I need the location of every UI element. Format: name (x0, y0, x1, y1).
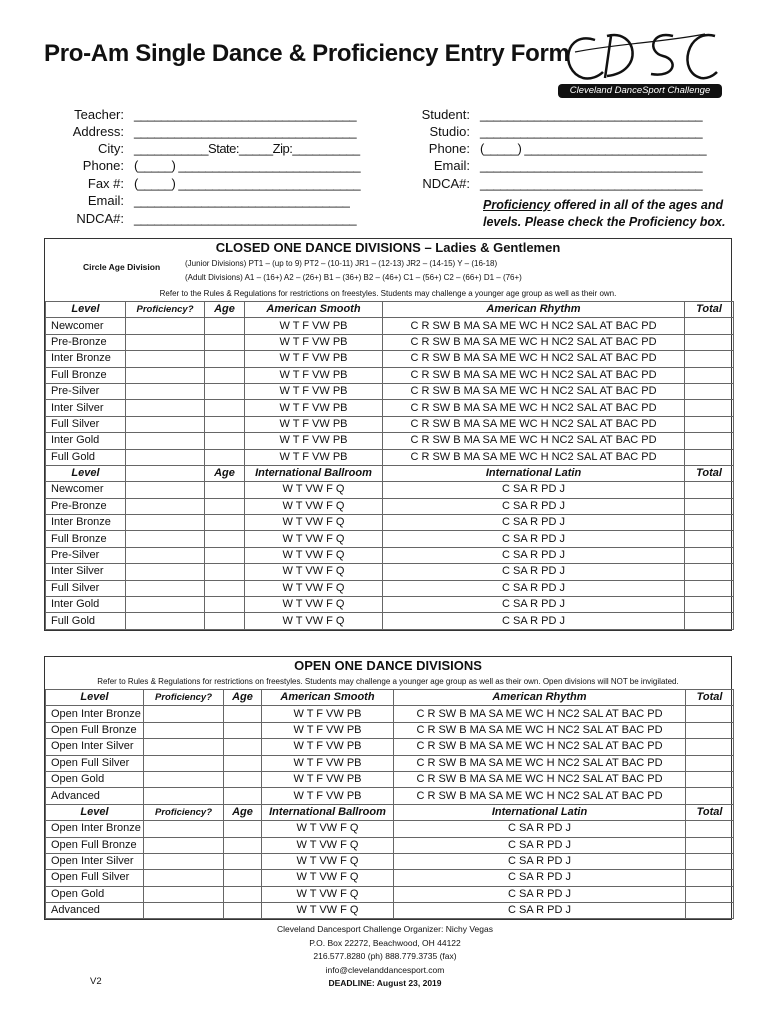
field-line[interactable]: _________________________________ (480, 107, 703, 122)
total-cell[interactable] (686, 870, 734, 886)
total-cell[interactable] (685, 318, 734, 334)
ballroom-dances-cell[interactable]: W T VW F Q (262, 870, 394, 886)
proficiency-checkbox[interactable] (126, 547, 205, 563)
field-label: Teacher: (74, 107, 124, 122)
level-cell: Inter Gold (46, 433, 126, 449)
ballroom-dances-cell[interactable]: W T VW F Q (245, 613, 383, 629)
smooth-dances-cell[interactable]: W T F VW PB (262, 722, 394, 738)
table-row (46, 498, 734, 514)
cdsc-logo (555, 22, 725, 100)
total-cell[interactable] (685, 351, 734, 367)
proficiency-checkbox[interactable] (126, 367, 205, 383)
field-label: Address: (72, 124, 124, 139)
closed-section-title: CLOSED ONE DANCE DIVISIONS – Ladies & Gentlemen (215, 240, 561, 255)
latin-dances-cell[interactable]: C SA R PD J (383, 597, 685, 613)
age-header: Age (224, 690, 262, 706)
level-cell: Inter Bronze (46, 515, 126, 531)
total-cell[interactable] (685, 531, 734, 547)
field-label: NDCA#: (76, 211, 124, 226)
level-header: Level (46, 804, 144, 820)
american-rhythm-header: American Rhythm (383, 302, 685, 318)
smooth-dances-cell[interactable]: W T F VW PB (245, 400, 383, 416)
proficiency-checkbox[interactable] (126, 334, 205, 350)
version-label: V2 (90, 976, 102, 987)
latin-dances-cell[interactable]: C SA R PD J (394, 821, 686, 837)
smooth-dances-cell[interactable]: W T F VW PB (245, 367, 383, 383)
proficiency-checkbox[interactable] (126, 383, 205, 399)
level-cell: Open Inter Silver (46, 739, 144, 755)
table-row (46, 531, 734, 547)
proficiency-checkbox[interactable] (144, 788, 224, 804)
american-smooth-header: American Smooth (262, 690, 394, 706)
proficiency-note (483, 197, 733, 231)
closed-grid (45, 301, 734, 630)
age-header: Age (224, 804, 262, 820)
smooth-dances-cell[interactable]: W T F VW PB (262, 706, 394, 722)
total-cell[interactable] (685, 367, 734, 383)
table-row (46, 383, 734, 399)
table-row (46, 853, 734, 869)
age-cell[interactable] (205, 351, 245, 367)
age-cell[interactable] (205, 367, 245, 383)
level-cell: Open Gold (46, 886, 144, 902)
open-section-title: OPEN ONE DANCE DIVISIONS (294, 658, 482, 673)
total-cell[interactable] (686, 739, 734, 755)
age-cell[interactable] (205, 613, 245, 629)
proficiency-checkbox[interactable] (126, 318, 205, 334)
proficiency-checkbox[interactable] (144, 837, 224, 853)
latin-dances-cell[interactable]: C SA R PD J (383, 482, 685, 498)
latin-dances-cell[interactable]: C SA R PD J (394, 886, 686, 902)
circle-age-label: Circle Age Division (83, 262, 161, 272)
age-cell[interactable] (205, 515, 245, 531)
level-cell: Open Gold (46, 771, 144, 787)
american-header-row (46, 302, 734, 318)
international-header-row (46, 465, 734, 481)
field-line[interactable]: _________________________________ (480, 158, 703, 173)
total-cell[interactable] (686, 821, 734, 837)
total-cell[interactable] (686, 886, 734, 902)
smooth-dances-cell[interactable]: W T F VW PB (262, 788, 394, 804)
total-cell[interactable] (685, 597, 734, 613)
ballroom-dances-cell[interactable]: W T VW F Q (245, 482, 383, 498)
age-cell[interactable] (205, 580, 245, 596)
table-row (46, 755, 734, 771)
total-cell[interactable] (685, 433, 734, 449)
table-row (46, 903, 734, 919)
level-cell: Full Bronze (46, 531, 126, 547)
international-header-row (46, 804, 734, 820)
adult-divisions[interactable]: (Adult Divisions) A1 – (16+) A2 – (26+) B1 – (36+) B2 – (46+) C1 – (56+) C2 – (66+) D1 – (76+) (185, 273, 522, 282)
table-row (46, 706, 734, 722)
field-label: Studio: (429, 124, 470, 139)
table-row (46, 821, 734, 837)
level-cell: Open Inter Silver (46, 853, 144, 869)
open-rules-note: Refer to Rules & Regulations for restrictions on freestyles. Students may challenge a younger age group as well as their own. Open divisions will NOT be invigilated. (97, 677, 679, 686)
american-smooth-header: American Smooth (245, 302, 383, 318)
student-field[interactable] (0, 106, 702, 124)
proficiency-checkbox[interactable] (126, 564, 205, 580)
smooth-dances-cell[interactable]: W T F VW PB (245, 351, 383, 367)
field-label: NDCA#: (422, 176, 470, 191)
proficiency-checkbox[interactable] (126, 597, 205, 613)
latin-dances-cell[interactable]: C SA R PD J (383, 515, 685, 531)
teacher-email-field[interactable] (0, 192, 349, 210)
footer (0, 923, 770, 991)
latin-dances-cell[interactable]: C SA R PD J (394, 853, 686, 869)
table-row (46, 722, 734, 738)
closed-rules-note: Refer to the Rules & Regulations for restrictions on freestyles. Students may challenge a younger age group as well as their own. (159, 289, 617, 298)
proficiency-checkbox[interactable] (144, 903, 224, 919)
age-cell[interactable] (205, 597, 245, 613)
field-line[interactable]: ___________State:_____Zip:__________ (134, 141, 360, 156)
table-row (46, 771, 734, 787)
ballroom-dances-cell[interactable]: W T VW F Q (245, 547, 383, 563)
footer-email: info@clevelanddancesport.com (325, 964, 445, 975)
table-row (46, 837, 734, 853)
total-cell[interactable] (685, 580, 734, 596)
field-line[interactable]: (_____) ___________________________ (480, 141, 707, 156)
level-header: Level (46, 690, 144, 706)
rhythm-dances-cell[interactable]: C R SW B MA SA ME WC H NC2 SAL AT BAC PD (394, 788, 686, 804)
age-header: Age (205, 302, 245, 318)
proficiency-checkbox[interactable] (144, 739, 224, 755)
age-cell[interactable] (224, 722, 262, 738)
rhythm-dances-cell[interactable]: C R SW B MA SA ME WC H NC2 SAL AT BAC PD (394, 722, 686, 738)
age-cell[interactable] (205, 498, 245, 514)
total-cell[interactable] (685, 416, 734, 432)
age-cell[interactable] (224, 771, 262, 787)
level-cell: Full Gold (46, 613, 126, 629)
latin-dances-cell[interactable]: C SA R PD J (383, 547, 685, 563)
international-latin-header: International Latin (394, 804, 686, 820)
proficiency-checkbox[interactable] (126, 515, 205, 531)
ballroom-dances-cell[interactable]: W T VW F Q (262, 903, 394, 919)
level-cell: Pre-Bronze (46, 334, 126, 350)
table-row (46, 482, 734, 498)
table-row (46, 449, 734, 465)
age-cell[interactable] (205, 547, 245, 563)
level-header: Level (46, 465, 126, 481)
ballroom-dances-cell[interactable]: W T VW F Q (245, 597, 383, 613)
ballroom-dances-cell[interactable]: W T VW F Q (245, 564, 383, 580)
level-cell: Newcomer (46, 482, 126, 498)
proficiency-checkbox[interactable] (144, 722, 224, 738)
table-row (46, 886, 734, 902)
age-cell[interactable] (205, 564, 245, 580)
total-cell[interactable] (686, 755, 734, 771)
total-cell[interactable] (685, 400, 734, 416)
proficiency-header: Proficiency? (144, 690, 224, 706)
student-ndca-field[interactable] (0, 175, 702, 193)
latin-dances-cell[interactable]: C SA R PD J (383, 580, 685, 596)
proficiency-checkbox[interactable] (126, 531, 205, 547)
table-row (46, 416, 734, 432)
total-cell[interactable] (686, 722, 734, 738)
total-cell[interactable] (685, 613, 734, 629)
age-division-row (45, 257, 731, 287)
studio-field[interactable] (0, 123, 702, 141)
table-row (46, 433, 734, 449)
international-ballroom-header: International Ballroom (245, 465, 383, 481)
smooth-dances-cell[interactable]: W T F VW PB (245, 318, 383, 334)
open-divisions-section (44, 656, 732, 920)
table-row (46, 367, 734, 383)
age-cell[interactable] (205, 383, 245, 399)
smooth-dances-cell[interactable]: W T F VW PB (245, 416, 383, 432)
table-row (46, 547, 734, 563)
smooth-dances-cell[interactable]: W T F VW PB (245, 383, 383, 399)
level-cell: Pre-Bronze (46, 498, 126, 514)
age-cell[interactable] (224, 837, 262, 853)
age-cell[interactable] (224, 853, 262, 869)
footer-deadline: DEADLINE: August 23, 2019 (328, 978, 442, 988)
rhythm-dances-cell[interactable]: C R SW B MA SA ME WC H NC2 SAL AT BAC PD (383, 367, 685, 383)
total-cell[interactable] (686, 837, 734, 853)
total-header: Total (685, 465, 734, 481)
rhythm-dances-cell[interactable]: C R SW B MA SA ME WC H NC2 SAL AT BAC PD (394, 739, 686, 755)
age-cell[interactable] (224, 903, 262, 919)
rhythm-dances-cell[interactable]: C R SW B MA SA ME WC H NC2 SAL AT BAC PD (383, 400, 685, 416)
age-header: Age (205, 465, 245, 481)
total-cell[interactable] (686, 706, 734, 722)
ballroom-dances-cell[interactable]: W T VW F Q (262, 853, 394, 869)
level-cell: Open Full Silver (46, 870, 144, 886)
field-label: Phone: (82, 158, 124, 173)
level-cell: Open Full Bronze (46, 837, 144, 853)
table-row (46, 739, 734, 755)
american-header-row (46, 690, 734, 706)
level-cell: Inter Bronze (46, 351, 126, 367)
table-row (46, 564, 734, 580)
age-cell[interactable] (205, 334, 245, 350)
table-row (46, 351, 734, 367)
level-cell: Pre-Silver (46, 547, 126, 563)
proficiency-checkbox[interactable] (144, 755, 224, 771)
rhythm-dances-cell[interactable]: C R SW B MA SA ME WC H NC2 SAL AT BAC PD (383, 383, 685, 399)
table-row (46, 318, 734, 334)
latin-dances-cell[interactable]: C SA R PD J (383, 613, 685, 629)
smooth-dances-cell[interactable]: W T F VW PB (245, 334, 383, 350)
student-email-field[interactable] (0, 157, 702, 175)
total-cell[interactable] (686, 853, 734, 869)
student-phone-field[interactable] (0, 140, 706, 158)
open-grid (45, 689, 734, 919)
rhythm-dances-cell[interactable]: C R SW B MA SA ME WC H NC2 SAL AT BAC PD (394, 706, 686, 722)
total-cell[interactable] (685, 498, 734, 514)
proficiency-checkbox[interactable] (126, 580, 205, 596)
field-label: Phone: (428, 141, 470, 156)
proficiency-checkbox[interactable] (126, 400, 205, 416)
level-cell: Inter Silver (46, 400, 126, 416)
total-cell[interactable] (686, 903, 734, 919)
proficiency-checkbox[interactable] (126, 351, 205, 367)
total-cell[interactable] (685, 383, 734, 399)
rhythm-dances-cell[interactable]: C R SW B MA SA ME WC H NC2 SAL AT BAC PD (394, 755, 686, 771)
table-row (46, 870, 734, 886)
latin-dances-cell[interactable]: C SA R PD J (394, 903, 686, 919)
table-row (46, 580, 734, 596)
age-cell[interactable] (224, 788, 262, 804)
field-line[interactable]: _________________________________ (480, 124, 703, 139)
level-cell: Open Full Bronze (46, 722, 144, 738)
rhythm-dances-cell[interactable]: C R SW B MA SA ME WC H NC2 SAL AT BAC PD (383, 334, 685, 350)
level-cell: Newcomer (46, 318, 126, 334)
age-cell[interactable] (205, 318, 245, 334)
proficiency-note-underlined: Proficiency (483, 198, 551, 212)
field-line[interactable]: ________________________________ (134, 193, 350, 208)
ballroom-dances-cell[interactable]: W T VW F Q (262, 821, 394, 837)
field-line[interactable]: _________________________________ (134, 107, 357, 122)
proficiency-header: Proficiency? (126, 302, 205, 318)
level-cell: Open Inter Bronze (46, 821, 144, 837)
rhythm-dances-cell[interactable]: C R SW B MA SA ME WC H NC2 SAL AT BAC PD (383, 318, 685, 334)
proficiency-checkbox[interactable] (126, 498, 205, 514)
age-cell[interactable] (224, 870, 262, 886)
age-cell[interactable] (224, 706, 262, 722)
field-line[interactable]: _________________________________ (134, 124, 357, 139)
field-label: Email: (87, 193, 124, 208)
table-row (46, 613, 734, 629)
age-cell[interactable] (205, 482, 245, 498)
total-cell[interactable] (686, 788, 734, 804)
proficiency-checkbox[interactable] (126, 416, 205, 432)
closed-divisions-section (44, 238, 732, 631)
international-latin-header: International Latin (383, 465, 685, 481)
level-cell: Full Gold (46, 449, 126, 465)
total-cell[interactable] (685, 547, 734, 563)
level-cell: Open Inter Bronze (46, 706, 144, 722)
proficiency-checkbox[interactable] (144, 870, 224, 886)
level-cell: Advanced (46, 903, 144, 919)
level-cell: Advanced (46, 788, 144, 804)
level-cell: Pre-Silver (46, 383, 126, 399)
ballroom-dances-cell[interactable]: W T VW F Q (245, 498, 383, 514)
age-cell[interactable] (224, 755, 262, 771)
total-header: Total (686, 690, 734, 706)
age-cell[interactable] (205, 449, 245, 465)
age-cell[interactable] (205, 416, 245, 432)
age-cell[interactable] (205, 400, 245, 416)
level-cell: Inter Gold (46, 597, 126, 613)
rhythm-dances-cell[interactable]: C R SW B MA SA ME WC H NC2 SAL AT BAC PD (383, 416, 685, 432)
footer-address: P.O. Box 22272, Beachwood, OH 44122 (309, 937, 461, 948)
table-row (46, 515, 734, 531)
rhythm-dances-cell[interactable]: C R SW B MA SA ME WC H NC2 SAL AT BAC PD (383, 351, 685, 367)
total-cell[interactable] (685, 449, 734, 465)
field-label: City: (98, 141, 124, 156)
proficiency-checkbox[interactable] (126, 449, 205, 465)
age-cell[interactable] (205, 433, 245, 449)
proficiency-checkbox[interactable] (126, 433, 205, 449)
field-label: Student: (421, 107, 470, 122)
international-ballroom-header: International Ballroom (262, 804, 394, 820)
latin-dances-cell[interactable]: C SA R PD J (383, 564, 685, 580)
rhythm-dances-cell[interactable]: C R SW B MA SA ME WC H NC2 SAL AT BAC PD (383, 449, 685, 465)
footer-phone: 216.577.8280 (ph) 888.779.3735 (fax) (313, 951, 457, 961)
proficiency-checkbox[interactable] (144, 821, 224, 837)
table-row (46, 597, 734, 613)
total-cell[interactable] (685, 482, 734, 498)
proficiency-checkbox[interactable] (126, 482, 205, 498)
total-header: Total (685, 302, 734, 318)
ballroom-dances-cell[interactable]: W T VW F Q (245, 531, 383, 547)
page-title: Pro-Am Single Dance & Proficiency Entry Form (44, 40, 570, 67)
latin-dances-cell[interactable]: C SA R PD J (383, 531, 685, 547)
total-cell[interactable] (685, 564, 734, 580)
field-label: Fax #: (87, 176, 124, 191)
ballroom-dances-cell[interactable]: W T VW F Q (245, 515, 383, 531)
latin-dances-cell[interactable]: C SA R PD J (394, 837, 686, 853)
teacher-ndca-field[interactable] (0, 210, 356, 228)
total-cell[interactable] (685, 515, 734, 531)
proficiency-checkbox[interactable] (144, 886, 224, 902)
smooth-dances-cell[interactable]: W T F VW PB (245, 433, 383, 449)
proficiency-header: Proficiency? (144, 804, 224, 820)
level-header: Level (46, 302, 126, 318)
smooth-dances-cell[interactable]: W T F VW PB (262, 755, 394, 771)
age-cell[interactable] (224, 739, 262, 755)
latin-dances-cell[interactable]: C SA R PD J (394, 870, 686, 886)
latin-dances-cell[interactable]: C SA R PD J (383, 498, 685, 514)
age-cell[interactable] (224, 821, 262, 837)
total-cell[interactable] (686, 771, 734, 787)
proficiency-checkbox[interactable] (144, 771, 224, 787)
smooth-dances-cell[interactable]: W T F VW PB (262, 739, 394, 755)
proficiency-checkbox[interactable] (126, 613, 205, 629)
field-line[interactable]: _________________________________ (480, 176, 703, 191)
ballroom-dances-cell[interactable]: W T VW F Q (262, 837, 394, 853)
rhythm-dances-cell[interactable]: C R SW B MA SA ME WC H NC2 SAL AT BAC PD (394, 771, 686, 787)
level-cell: Open Full Silver (46, 755, 144, 771)
total-header: Total (686, 804, 734, 820)
footer-organizer: Cleveland Dancesport Challenge Organizer: Nichy Vegas (277, 924, 493, 934)
table-row (46, 400, 734, 416)
field-line[interactable]: (_____) ___________________________ (134, 158, 361, 173)
rhythm-dances-cell[interactable]: C R SW B MA SA ME WC H NC2 SAL AT BAC PD (383, 433, 685, 449)
smooth-dances-cell[interactable]: W T F VW PB (245, 449, 383, 465)
junior-divisions[interactable]: (Junior Divisions) PT1 – (up to 9) PT2 – (10-11) JR1 – (12-13) JR2 – (14-15) Y – (16-18) (185, 259, 498, 268)
ballroom-dances-cell[interactable]: W T VW F Q (262, 886, 394, 902)
table-row (46, 788, 734, 804)
proficiency-checkbox[interactable] (144, 853, 224, 869)
level-cell: Inter Silver (46, 564, 126, 580)
proficiency-header (126, 465, 205, 481)
age-cell[interactable] (205, 531, 245, 547)
age-cell[interactable] (224, 886, 262, 902)
smooth-dances-cell[interactable]: W T F VW PB (262, 771, 394, 787)
total-cell[interactable] (685, 334, 734, 350)
field-line[interactable]: _________________________________ (134, 211, 357, 226)
level-cell: Full Silver (46, 416, 126, 432)
ballroom-dances-cell[interactable]: W T VW F Q (245, 580, 383, 596)
proficiency-checkbox[interactable] (144, 706, 224, 722)
american-rhythm-header: American Rhythm (394, 690, 686, 706)
logo-tagline: Cleveland DanceSport Challenge (558, 84, 722, 98)
field-label: Email: (433, 158, 470, 173)
field-line[interactable]: (_____) ___________________________ (134, 176, 361, 191)
level-cell: Full Silver (46, 580, 126, 596)
table-row (46, 334, 734, 350)
level-cell: Full Bronze (46, 367, 126, 383)
proficiency-note-rest: offered in all of the ages and levels. Please check the Proficiency box. (483, 198, 726, 229)
